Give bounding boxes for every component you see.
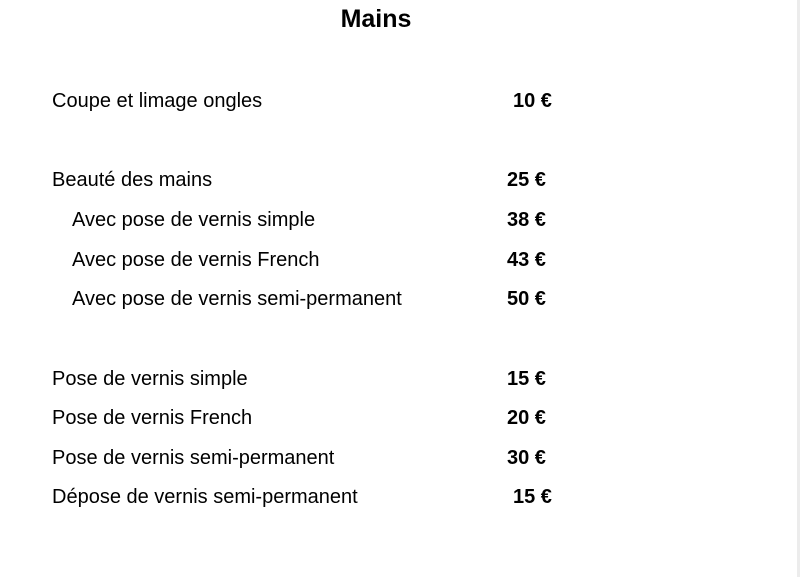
item-label: Avec pose de vernis simple	[72, 209, 316, 231]
item-price: 38 €	[507, 209, 546, 231]
item-label: Pose de vernis French	[52, 407, 253, 429]
item-price: 10 €	[513, 90, 552, 112]
item-label: Dépose de vernis semi-permanent	[52, 486, 358, 508]
item-price: 20 €	[507, 407, 546, 429]
item-price: 30 €	[507, 447, 546, 469]
item-label: Coupe et limage ongles	[52, 90, 263, 112]
item-label: Pose de vernis simple	[52, 368, 248, 390]
page-title: Mains	[340, 5, 412, 33]
item-label: Avec pose de vernis French	[72, 249, 320, 271]
item-price: 15 €	[507, 368, 546, 390]
item-label: Avec pose de vernis semi-permanent	[72, 288, 402, 310]
item-label: Beauté des mains	[52, 169, 213, 191]
item-price: 50 €	[507, 288, 546, 310]
item-price: 25 €	[507, 169, 546, 191]
item-label: Pose de vernis semi-permanent	[52, 447, 335, 469]
item-price: 15 €	[513, 486, 552, 508]
item-price: 43 €	[507, 249, 546, 271]
